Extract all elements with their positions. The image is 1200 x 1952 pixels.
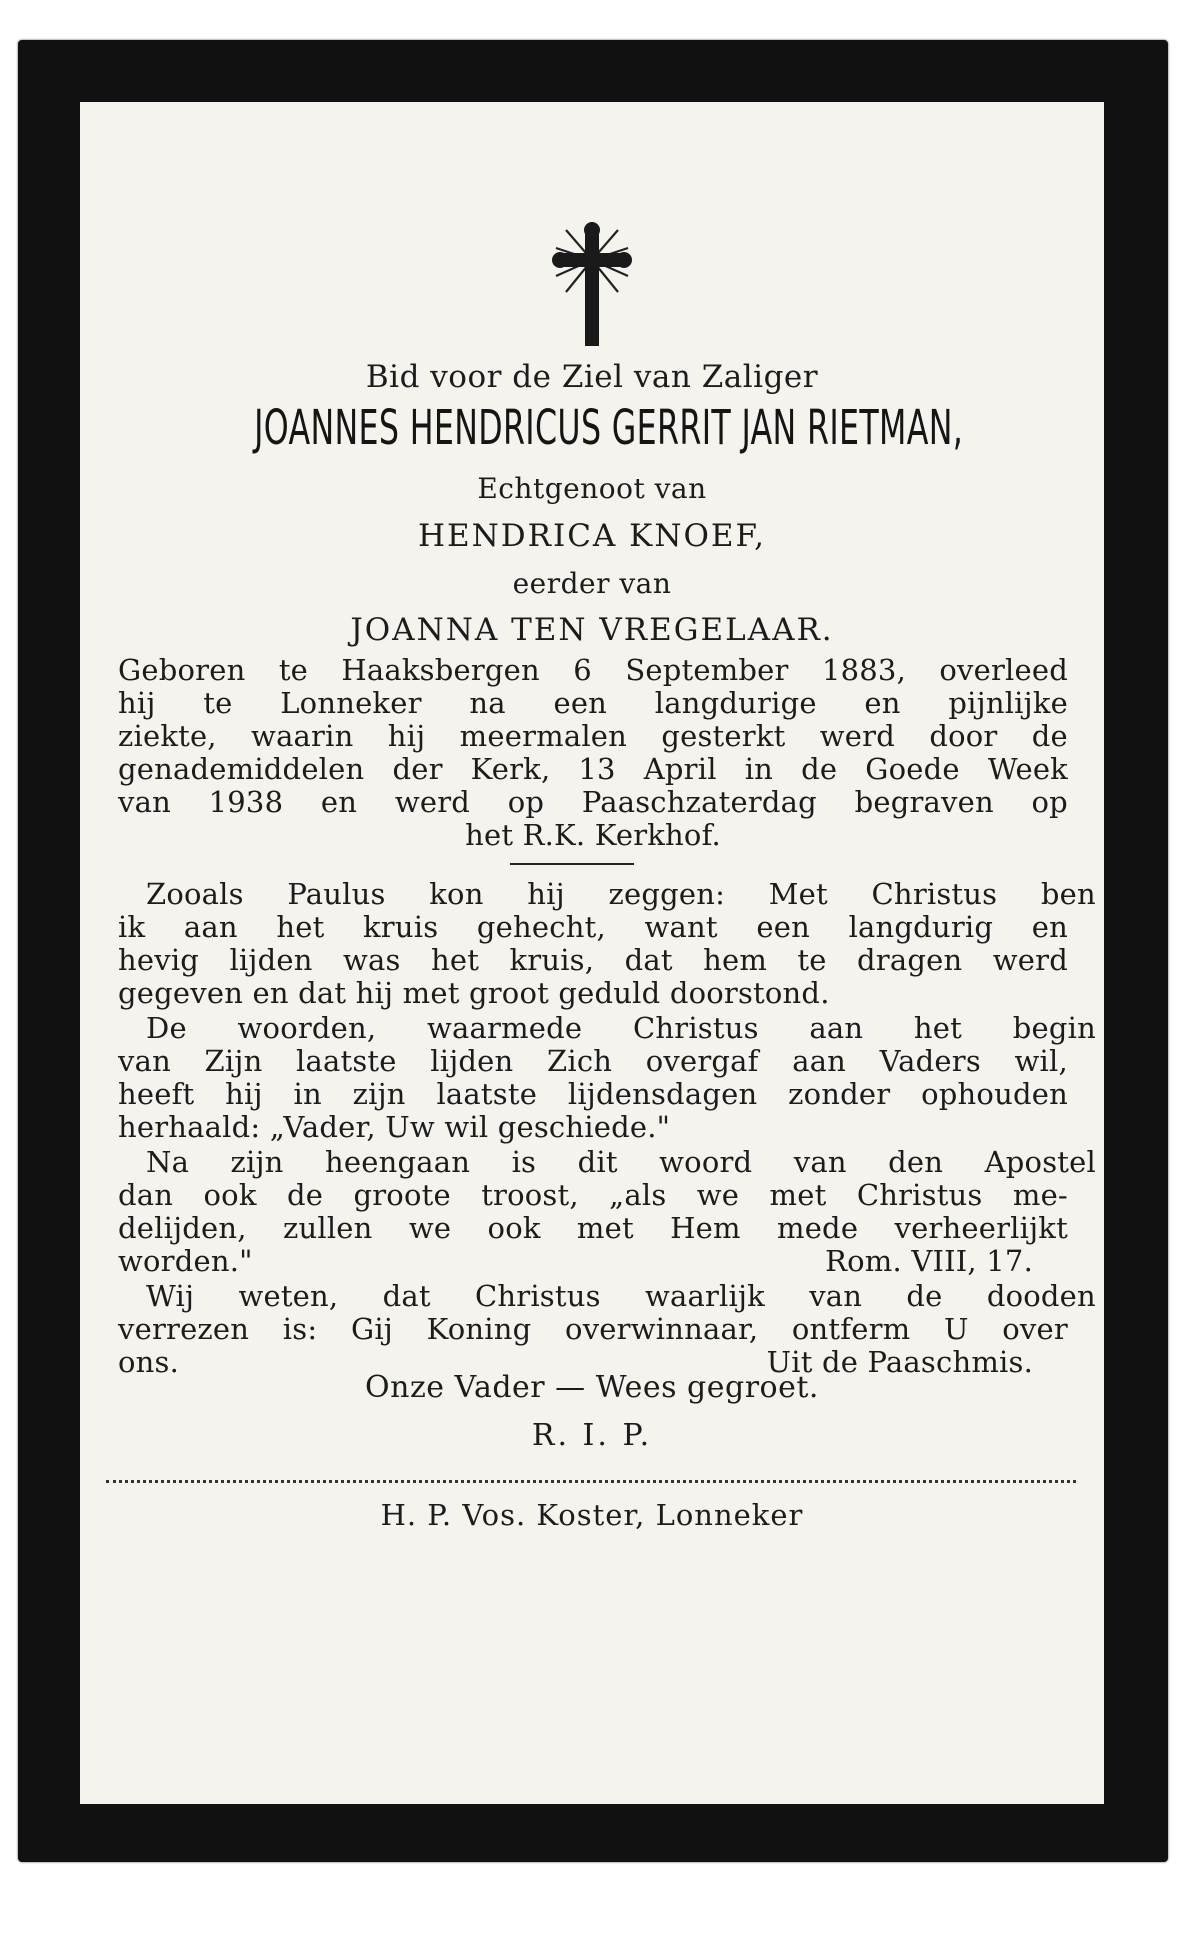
- para2-line: van Zijn laatste lijden Zich overgaf aan Vaders wil,: [118, 1044, 1068, 1078]
- para1-line: Zooals Paulus kon hij zeggen: Met Christus ben: [146, 877, 1096, 911]
- para3-line: Na zijn heengaan is dit woord van den Apostel: [146, 1145, 1096, 1179]
- bio-line: ziekte, waarin hij meermalen gesterkt werd door de: [118, 719, 1068, 753]
- para1-line: hevig lijden was het kruis, dat hem te dragen werd: [118, 943, 1068, 977]
- prayer-heading: Bid voor de Ziel van Zaliger: [365, 359, 819, 395]
- para1-line: ik aan het kruis gehecht, want een langdurig en: [118, 910, 1068, 944]
- deceased-name: JOANNES HENDRICUS GERRIT JAN RIETMAN,: [254, 400, 964, 456]
- para4-line: Wij weten, dat Christus waarlijk van de dooden: [146, 1279, 1096, 1313]
- prayers-line: Onze Vader — Wees gegroet.: [365, 1370, 819, 1405]
- printer-credit: H. P. Vos. Koster, Lonneker: [380, 1498, 804, 1532]
- previous-spouse-label: eerder van: [512, 567, 672, 600]
- bio-line: Geboren te Haaksbergen 6 September 1883, overleed: [118, 653, 1068, 687]
- para3-line: dan ook de groote troost, „als we met Christus me-: [118, 1178, 1068, 1212]
- para2-line: De woorden, waarmede Christus aan het begin: [146, 1011, 1096, 1045]
- bio-line: van 1938 en werd op Paaschzaterdag begraven op: [118, 785, 1068, 819]
- cross-icon: [550, 220, 634, 348]
- scripture-citation: Rom. VIII, 17.: [825, 1244, 1033, 1278]
- rip: R. I. P.: [531, 1418, 653, 1453]
- para3-line: delijden, zullen we ook met Hem mede verheerlijkt: [118, 1211, 1068, 1245]
- divider: [510, 863, 634, 865]
- memorial-card: [80, 102, 1104, 1804]
- para2-last-line: herhaald: „Vader, Uw wil geschiede.": [118, 1110, 671, 1144]
- bio-last-line: het R.K. Kerkhof.: [465, 818, 721, 852]
- dotted-divider: [106, 1480, 1076, 1483]
- spouse-label: Echtgenoot van: [477, 472, 707, 505]
- para3-last-line: [118, 1245, 1068, 1278]
- para1-last-line: gegeven en dat hij met groot geduld doorstond.: [118, 976, 830, 1010]
- biography: [118, 654, 1068, 852]
- paragraph-2: [118, 1011, 1096, 1144]
- para3-last-text: worden.": [118, 1244, 253, 1278]
- mourning-card-border: [18, 40, 1168, 1862]
- spouse-name: HENDRICA KNOEF,: [417, 518, 767, 554]
- liturgy-citation: Uit de Paaschmis.: [766, 1345, 1033, 1379]
- bio-line: hij te Lonneker na een langdurige en pijnlijke: [118, 686, 1068, 720]
- para4-last-text: ons.: [118, 1345, 180, 1379]
- previous-spouse-name: JOANNA TEN VREGELAAR.: [350, 612, 834, 648]
- para4-line: verrezen is: Gij Koning overwinnaar, ontferm U over: [118, 1312, 1068, 1346]
- para2-line: heeft hij in zijn laatste lijdensdagen zonder ophouden: [118, 1077, 1068, 1111]
- paragraph-3: [118, 1145, 1096, 1278]
- paragraph-4: [118, 1279, 1096, 1379]
- bio-line: genademiddelen der Kerk, 13 April in de Goede Week: [118, 752, 1068, 786]
- paragraph-1: [118, 877, 1096, 1010]
